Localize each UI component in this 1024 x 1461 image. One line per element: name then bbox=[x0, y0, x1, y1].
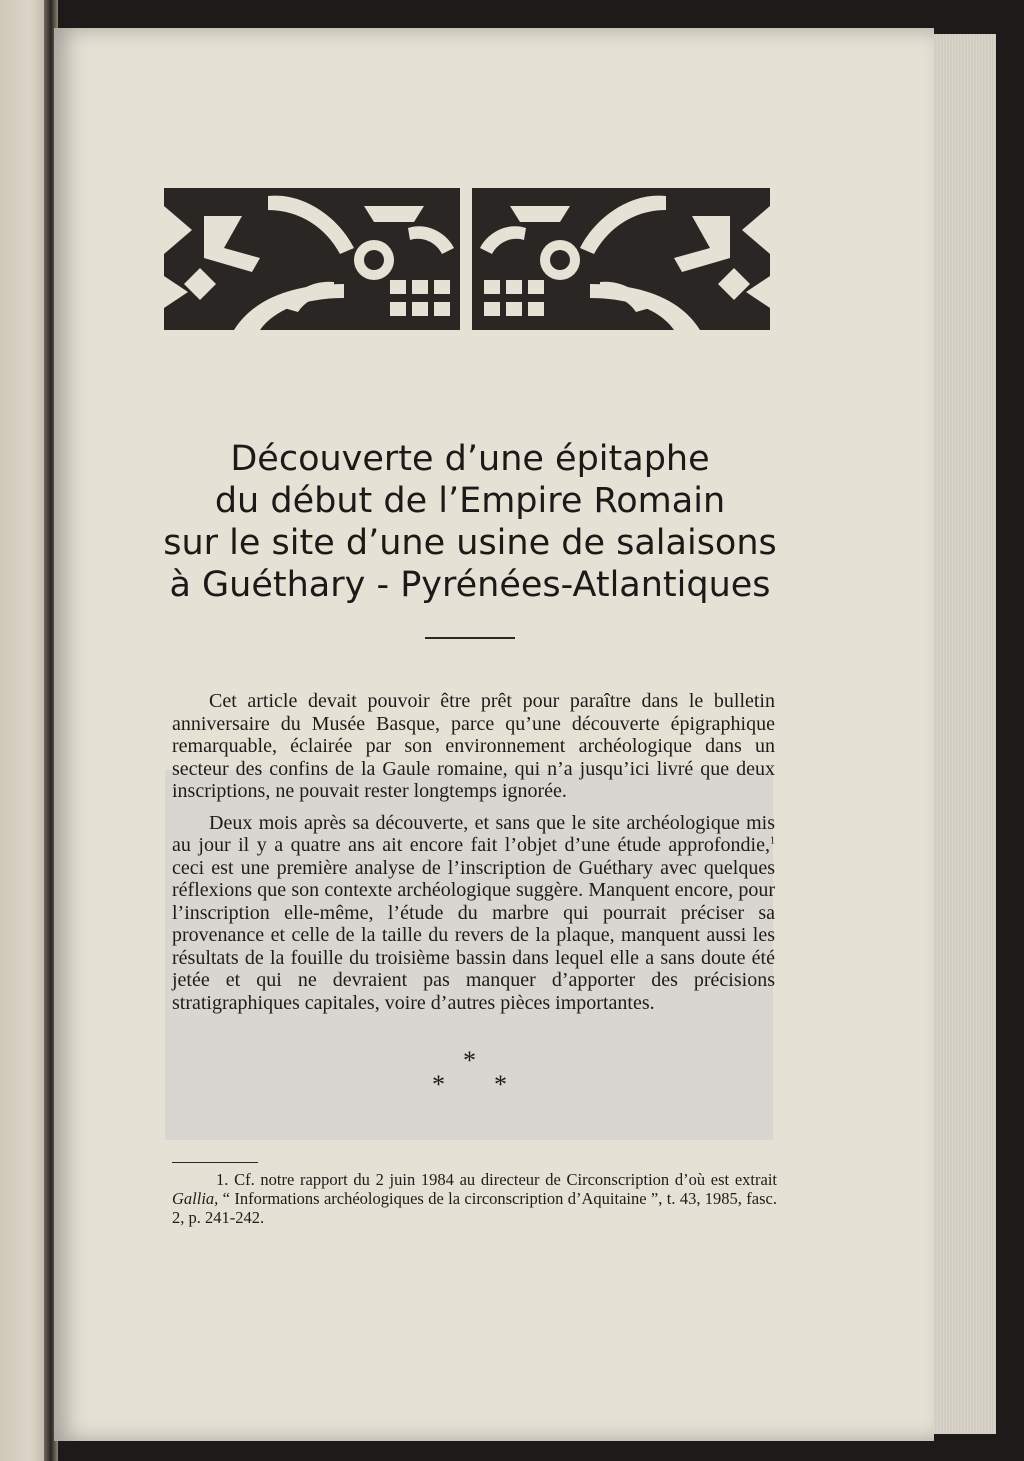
footnote bbox=[172, 1170, 777, 1227]
article-title bbox=[150, 438, 790, 606]
title-divider bbox=[425, 637, 515, 639]
title-line: à Guéthary - Pyrénées-Atlantiques bbox=[169, 565, 771, 605]
asterism bbox=[420, 1046, 520, 1099]
asterism-star: * bbox=[432, 1070, 445, 1099]
title-line: sur le site d’une usine de salaisons bbox=[163, 523, 777, 563]
page-edges bbox=[930, 34, 996, 1434]
article-body bbox=[172, 690, 775, 1023]
footnote-text: 1. Cf. notre rapport du 2 juin 1984 au directeur de Circonscription d’où est extrait bbox=[216, 1170, 777, 1189]
paragraph-2-text-cont: ceci est une première analyse de l’inscription de Guéthary avec quelques réflexions que son contexte archéologique suggère. Manquent encore, pour l’inscription elle-même, l’étude du marbre qui pourrait préciser sa provenance et celle de la taille du revers de la plaque, manquent aussi les résultats de la fouille du troisième bassin dans lequel elle a sans doute été jetée et qui ne devraient pas manquer d’apporter des précisions stratigraphiques capitales, voire d’autres pièces importantes. bbox=[172, 856, 775, 1014]
paragraph-2-text: Deux mois après sa découverte, et sans que le site archéologique mis au jour il y a quatre ans ait encore fait l’objet d’une étude approfondie, bbox=[172, 811, 775, 856]
title-line: du début de l’Empire Romain bbox=[214, 481, 726, 521]
ornamental-frieze-icon bbox=[164, 188, 770, 330]
paragraph-2 bbox=[172, 812, 775, 1015]
asterism-star: * bbox=[494, 1070, 507, 1099]
footnote-divider bbox=[172, 1162, 258, 1163]
left-page-edge bbox=[0, 0, 50, 1461]
asterism-star: * bbox=[463, 1046, 476, 1075]
footnote-text-cont: “ Informations archéologiques de la circonscription d’Aquitaine ”, t. 43, 1985, fasc. 2, p. 241-242. bbox=[172, 1189, 777, 1227]
paragraph-1: Cet article devait pouvoir être prêt pour paraître dans le bulletin anniversaire du Musée Basque, parce qu’une découverte épigraphique remarquable, éclairée par son environnement archéologique dans un secteur des confins de la Gaule romaine, qui n’a jusqu’ici livré que deux inscriptions, ne pouvait rester longtemps ignorée. bbox=[172, 690, 775, 802]
footnote-journal: Gallia, bbox=[172, 1189, 219, 1208]
title-line: Découverte d’une épitaphe bbox=[230, 439, 710, 479]
footnote-ref[interactable]: 1 bbox=[770, 835, 775, 847]
